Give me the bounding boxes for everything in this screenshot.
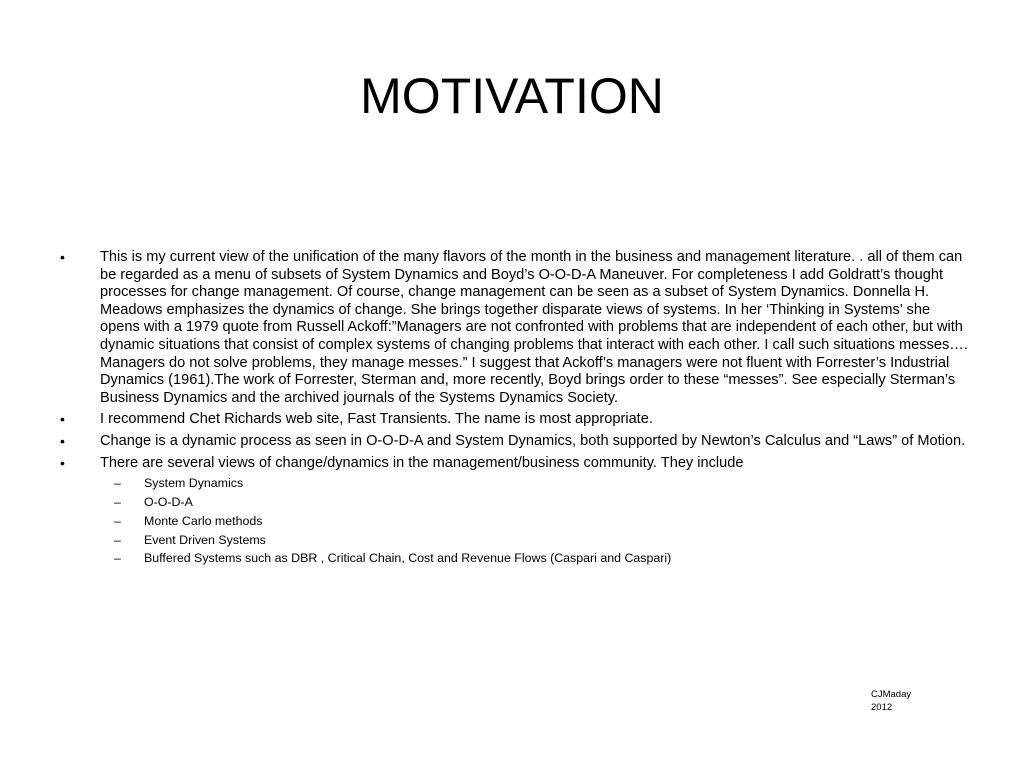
sub-bullet-item [100, 474, 970, 493]
footer-year: 2012 [871, 702, 893, 713]
dash-marker: – [114, 494, 121, 509]
sub-bullet-item [100, 493, 970, 512]
sub-bullet-item [100, 531, 970, 550]
footer-credit [871, 688, 911, 714]
bullet-list [58, 249, 970, 568]
dash-marker: – [114, 476, 121, 491]
bullet-item [58, 249, 970, 407]
bullet-marker: • [60, 454, 65, 471]
bullet-text: There are several views of change/dynamics in the management/business community. They include [100, 454, 744, 471]
slide-body [58, 249, 970, 572]
bullet-marker: • [60, 432, 65, 449]
dash-marker: – [114, 532, 121, 547]
bullet-item [58, 411, 970, 429]
dash-marker: – [114, 551, 121, 566]
sub-bullet-text: Buffered Systems such as DBR , Critical Chain, Cost and Revenue Flows (Caspari and Caspari) [144, 551, 672, 566]
bullet-marker: • [60, 249, 65, 265]
sub-bullet-text: System Dynamics [144, 476, 244, 491]
bullet-text: I recommend Chet Richards web site, Fast Transients. The name is most appropriate. [100, 411, 653, 428]
sub-bullet-item [100, 512, 970, 531]
sub-bullet-text: Monte Carlo methods [144, 513, 263, 528]
sub-bullet-list [100, 474, 970, 568]
dash-marker: – [114, 513, 121, 528]
bullet-item [58, 433, 970, 451]
sub-bullet-item [100, 549, 970, 568]
bullet-text: This is my current view of the unification of the many flavors of the month in the business and management literature. . all of them can be regarded as a menu of subsets of System Dynamics and Boyd’s O-O-D-A Maneuver. For completeness I add Goldratt’s thought processes for change management. Of course, change management can be seen as a subset of System Dynamics. Donnella H. Meadows emphasizes the dynamics of change. She brings together disparate views of systems. In her ‘Thinking in Systems’ she opens with a 1979 quote from Russell Ackoff:”Managers are not confronted with problems that are independent of each other, but with dynamic situations that consist of complex systems of changing problems that interact with each other. I call such situations messes…. Managers do not solve problems, they manage messes.” I suggest that Ackoff’s managers were not fluent with Forrester’s Industrial Dynamics (1961).The work of Forrester, Sterman and, more recently, Boyd brings order to these “messes”. See especially Sterman’s Business Dynamics and the archived journals of the Systems Dynamics Society. [100, 249, 968, 406]
bullet-text: Change is a dynamic process as seen in O-O-D-A and System Dynamics, both supported by Newton’s Calculus and “Laws” of Motion. [100, 432, 966, 449]
footer-author: CJMaday [871, 689, 912, 700]
bullet-marker: • [60, 411, 65, 428]
sub-bullet-text: Event Driven Systems [144, 532, 266, 547]
sub-bullet-text: O-O-D-A [144, 494, 193, 509]
bullet-item [58, 455, 970, 569]
slide-title: MOTIVATION [360, 68, 664, 124]
